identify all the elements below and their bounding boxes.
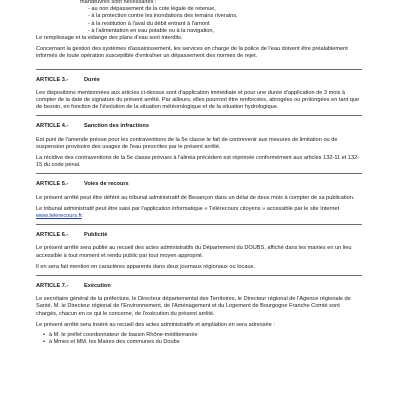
article-6: [36, 224, 362, 271]
article-paragraph-link: [36, 206, 362, 220]
article-7: [36, 275, 362, 343]
article-number: ARTICLE 7.-: [36, 283, 69, 290]
article-3: [36, 69, 362, 112]
telerecours-link[interactable]: www.telerecours.fr: [36, 213, 82, 220]
article-heading: [36, 123, 362, 130]
intro-section: [36, 0, 362, 61]
ampliation-item: ▪ à Mmes et MM. les Maires des communes du Doubs: [43, 339, 362, 343]
intro-bullet: - à la protection contre les inondations des terrains riverains,: [88, 13, 238, 20]
article-title: Publicité: [84, 232, 108, 239]
intro-line: manœuvres sont nécessaires :: [80, 0, 157, 5]
article-paragraph: Est puni de l'amende prévue pour les contraventions de la 5e classe le fait de contrevenir aux mesures de limitation ou de suspension provisoire des usages de l'eau prescrites par le présent arrêté.: [36, 136, 338, 150]
intro-paragraph: Concernant la gestion des systèmes d'assainissement, les services en charge de la police de l'eau doivent être préalablement informés de toute opération susceptible d'entraîner un dépassement des normes de rejet.: [36, 46, 348, 60]
intro-bullet: - à la restitution à l'aval du débit entrant à l'amont: [88, 20, 210, 27]
article-paragraph: Le présent arrêté peut être déféré au tribunal administratif de Besançon dans un délai de deux mois à compter de sa publication.: [36, 194, 355, 201]
article-5: [36, 173, 362, 220]
intro-bullet: - au non dépassement de la cote légale de retenue,: [88, 6, 216, 13]
article-number: ARTICLE 3.-: [36, 76, 69, 83]
article-paragraph: Le secrétaire général de la préfecture, le Directeur départemental des Territoires, le Directeur régional de l'Agence régionale de Santé, M. le Directeur régional de l'Environnement, de l'Aménagement et du Logement de Bourgogne Franche Comté sont chargés, chacun en ce qui le concerne, de l'exécution du présent arrêté.: [36, 296, 351, 317]
article-heading: [36, 283, 362, 290]
intro-line-after: Le remplissage et la vidange des plans d'eau sont interdits.: [36, 35, 183, 42]
article-number: ARTICLE 6.-: [36, 232, 69, 239]
article-paragraph: Les dispositions mentionnées aux articles ci-dessus sont d'application immédiate et pour une durée d'application de 3 mois à compter de la date de signature du présent arrêté. Par ailleurs, elles pourront être renforcées, abrogées ou prolongées en tant que de besoin, en fonction de l'évolution de la situation météorologique et de la situation hydrologique.: [36, 89, 360, 111]
intro-bullet: - à l'alimentation en eau potable ou à la navigation,: [88, 27, 215, 34]
article-number: ARTICLE 4.-: [36, 123, 69, 130]
article-title: Durée: [84, 76, 100, 83]
article-heading: [36, 77, 362, 84]
article-title: Sanction des infractions: [84, 123, 149, 130]
article-paragraph: La récidive des contraventions de la 5e classe prévues à l'alinéa précédent est réprimée conformément aux articles 132-11 et 132-15 du code pénal.: [36, 155, 360, 169]
article-paragraph: Le présent arrêté sera publié au recueil des actes administratifs du Département du DOUBS, affiché dans les mairies en un lieu accessible à tout moment et rendu public par tout moyen approprié.: [36, 245, 352, 259]
ampliation-list: [43, 332, 362, 343]
article-number: ARTICLE 5.-: [36, 181, 69, 188]
ampliation-item: ▪ à M. le préfet coordonnateur de bassin Rhône-méditerranée: [43, 332, 362, 339]
intro-bullets: [88, 6, 362, 35]
article-heading: [36, 232, 362, 239]
article-paragraph: Il en sera fait mention en caractères apparents dans deux journaux régionaux ou locaux.: [36, 263, 255, 270]
article-4: [36, 115, 362, 169]
article-title: Exécution: [84, 283, 111, 290]
link-paragraph-after: .: [81, 213, 84, 220]
link-paragraph-text: Le tribunal administratif peut être saisi par l'application informatique « Télérecours citoyens » accessible par le site Internet: [36, 205, 340, 212]
article-paragraph: Le présent arrêté sera inséré au recueil des actes administratifs et ampliation en sera adressée :: [36, 321, 275, 328]
article-heading: [36, 181, 362, 188]
article-title: Voies de recours: [84, 181, 129, 188]
